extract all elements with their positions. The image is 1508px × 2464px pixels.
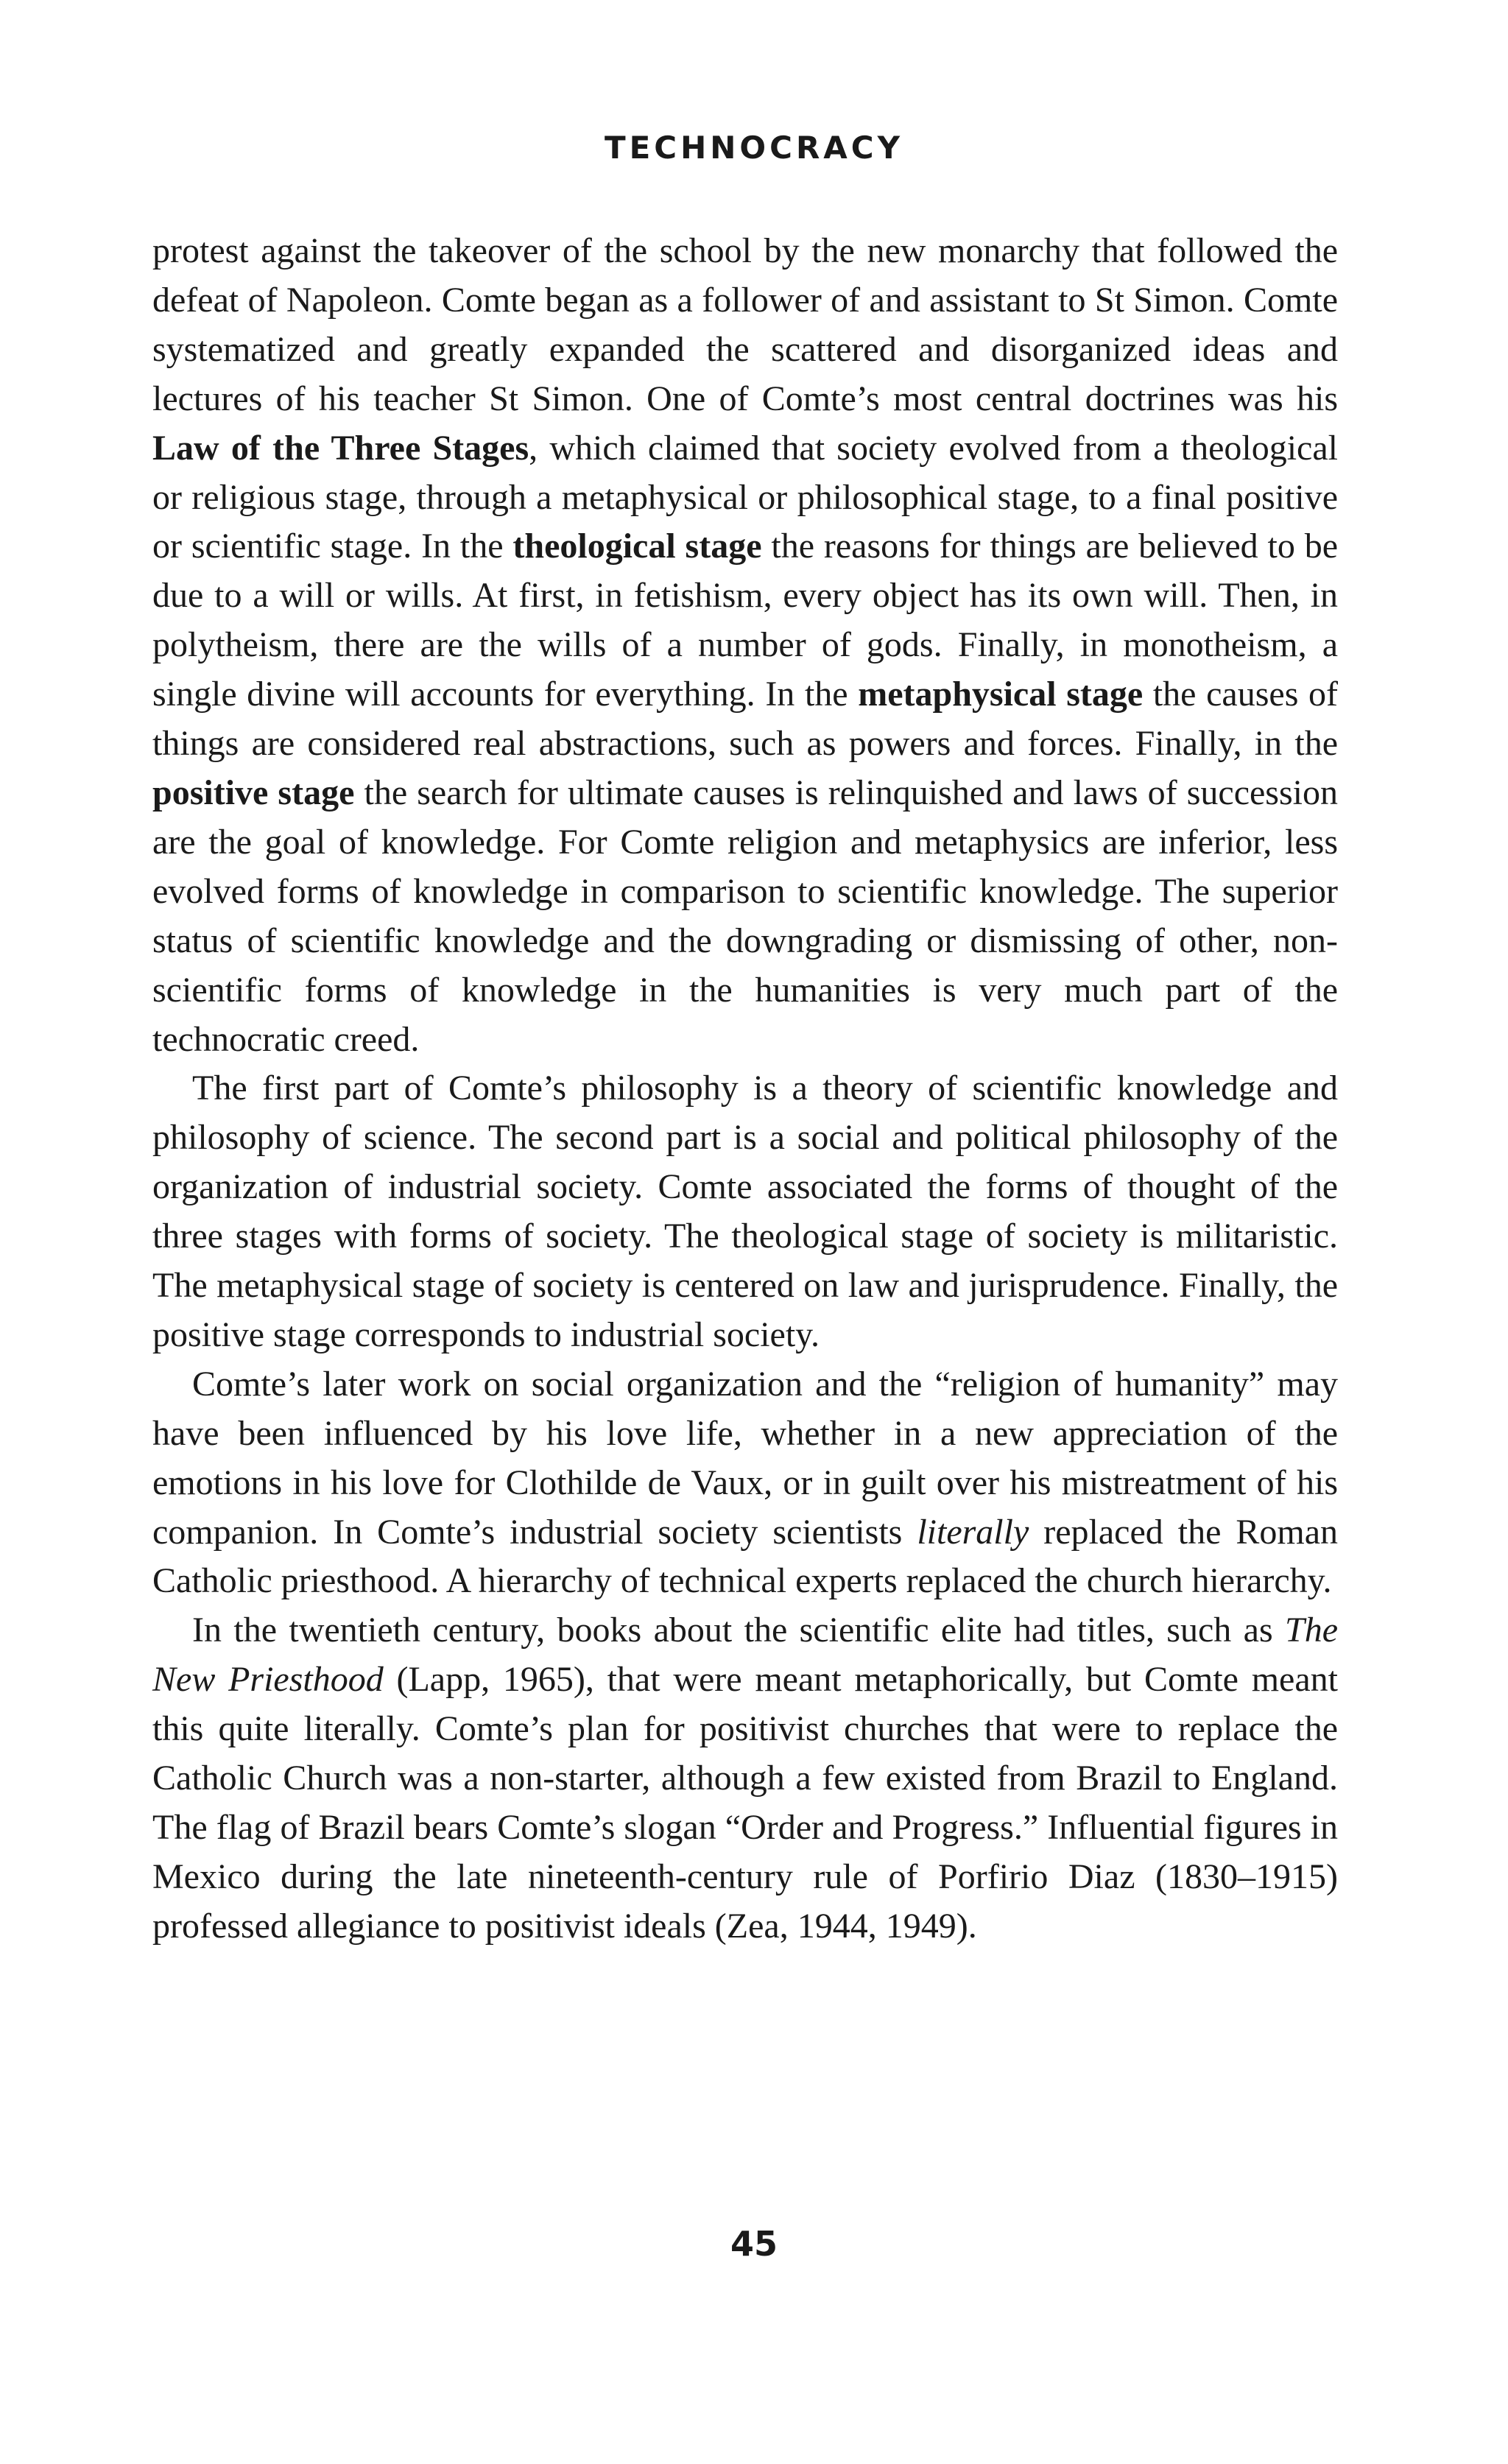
- paragraph-4: [152, 1606, 1338, 1951]
- term-law-of-three-stages: Law of the Three Stages: [152, 428, 529, 468]
- book-title-new-priesthood: The New Priesthood: [152, 1611, 1338, 1700]
- paragraph-3-text-1: Comte’s later work on social organization and the “religion of humanity” may have been influenced by his love life, whether in a new appreciation of the emotions in his love for Clothilde de Vaux, or in guilt over his mistreatment of his companion. In Comte’s industrial society scientists: [152, 1364, 1338, 1552]
- term-theological-stage: theological stage: [512, 527, 762, 566]
- page-number: 45: [730, 2224, 778, 2264]
- paragraph-1-text-4: the causes of things are considered real abstractions, such as powers and forces. Finally, in the: [152, 675, 1338, 764]
- paragraph-2: [152, 1064, 1338, 1359]
- paragraph-3: [152, 1360, 1338, 1607]
- paragraph-1-text-2: , which claimed that society evolved from a theological or religious stage, through a metaphysical or philosophical stage, to a final positive or scientific stage. In the: [152, 428, 1338, 566]
- paragraph-1-text-3: the reasons for things are believed to be due to a will or wills. At first, in fetishism, every object has its own will. Then, in polytheism, there are the wills of a number of gods. Finally, in monotheism, a single divine will accounts for everything. In the: [152, 527, 1339, 714]
- paragraph-1-text-5: the search for ultimate causes is relinquished and laws of succession are the goal of knowledge. For Comte religion and metaphysics are inferior, less evolved forms of knowledge in comparison to scientific knowledge. The superior status of scientific knowledge and the downgrading or dismissing of other, non-scientific forms of knowledge in the humanities is very much part of the technocratic creed.: [152, 772, 1339, 1059]
- emphasis-literally: literally: [917, 1512, 1029, 1552]
- running-head: TECHNOCRACY: [604, 130, 904, 166]
- body-text: [152, 227, 1338, 1951]
- paragraph-2-text-1: The first part of Comte’s philosophy is a theory of scientific knowledge and philosophy of science. The second part is a social and political philosophy of the organization of industrial society. Comte associated the forms of thought of the three stages with forms of society. The theological stage of society is militaristic. The metaphysical stage of society is centered on law and jurisprudence. Finally, the positive stage corresponds to industrial society.: [152, 1069, 1338, 1354]
- paragraph-4-text-2: (Lapp, 1965), that were meant metaphorically, but Comte meant this quite literally. Comte’s plan for positivist churches that were to replace the Catholic Church was a non-starter, although a few existed from Brazil to England. The flag of Brazil bears Comte’s slogan “Order and Progress.” Influential figures in Mexico during the late nineteenth-century rule of Porfirio Diaz (1830–1915) professed allegiance to positivist ideals (Zea, 1944, 1949).: [152, 1660, 1338, 1946]
- paragraph-4-text-1: In the twentieth century, books about the scientific elite had titles, such as: [192, 1611, 1285, 1650]
- term-metaphysical-stage: metaphysical stage: [858, 675, 1144, 714]
- term-positive-stage: positive stage: [152, 772, 355, 812]
- paragraph-3-text-2: replaced the Roman Catholic priesthood. A hierarchy of technical experts replaced the church hierarchy.: [152, 1512, 1338, 1601]
- paragraph-1-text-1: protest against the takeover of the school by the new monarchy that followed the defeat of Napoleon. Comte began as a follower of and assistant to St Simon. Comte systematized and greatly expanded the scattered and disorganized ideas and lectures of his teacher St Simon. One of Comte’s most central doctrines was his: [152, 231, 1338, 418]
- paragraph-1: [152, 227, 1338, 1064]
